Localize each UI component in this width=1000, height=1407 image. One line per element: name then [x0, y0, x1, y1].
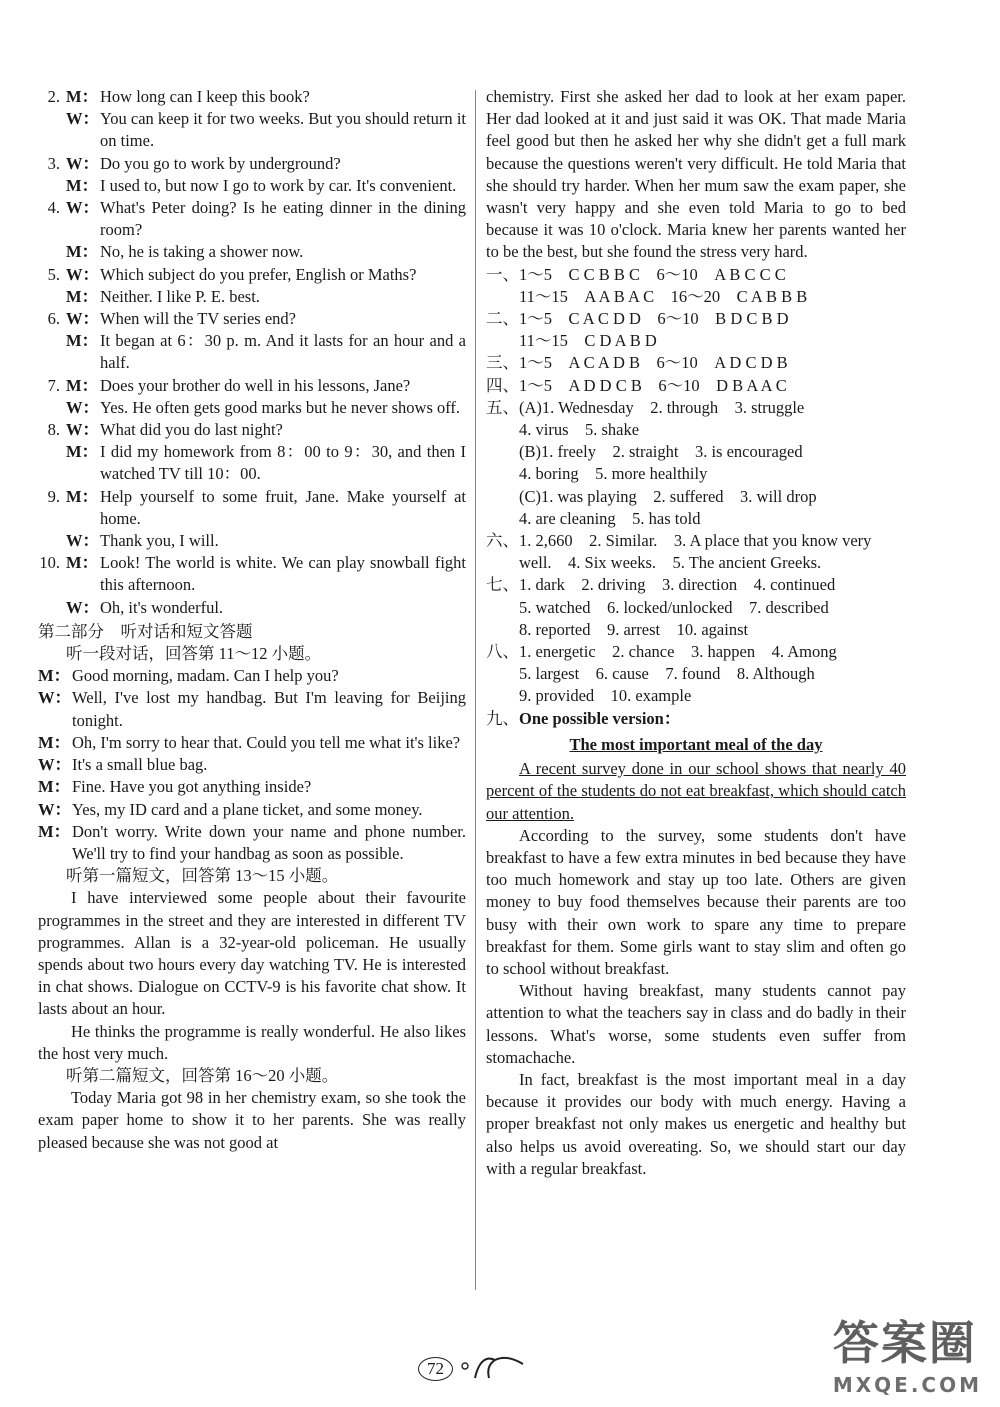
answer-label: 六、 — [486, 531, 519, 551]
speaker: M： — [66, 486, 99, 506]
answer-line: 8. reported 9. arrest 10. against — [519, 619, 749, 639]
right-column — [486, 86, 906, 1180]
item-number: 7. — [47, 375, 60, 395]
answer-lines — [519, 375, 906, 397]
dialogue-line — [38, 665, 466, 687]
essay-para1: A recent survey done in our school shows that nearly 40 percent of the students do not eat breakfast, which should catch our attention. — [486, 759, 906, 823]
dialogue-line — [38, 597, 466, 619]
essay-para3: Without having breakfast, many students cannot pay attention to what the teachers say in class and do badly in their lessons. What's worse, some students even suffer from stomachache. — [486, 981, 906, 1067]
essay-para4: In fact, breakfast is the most important meal in a day because it provides our body with much energy. Having a proper breakfast not only makes us energetic and healthy but also helps us avoid overeating. So, we should start our day with a regular breakfast. — [486, 1069, 906, 1178]
answer-line: 5. watched 6. locked/unlocked 7. described — [519, 597, 829, 617]
line-text: It began at 6：30 p. m. And it lasts for an hour and a half. — [100, 331, 466, 373]
answer-lines — [519, 352, 906, 374]
dialogue-line — [38, 197, 466, 241]
passage1-para1: I have interviewed some people about their favourite programmes in the street and they are interested in different TV programmes. Allan is a 32-year-old policeman. He usually spends about two hours every day watching TV. He is interested in chat shows. Dialogue on CCTV-9 is his favorite chat show. It lasts about an hour. — [38, 888, 466, 1019]
answer-lines — [519, 530, 906, 574]
answer-line: 1～5 A C A D B 6～10 A D C D B — [519, 353, 788, 373]
answer-section — [486, 264, 906, 308]
line-text: I did my homework from 8：00 to 9：30, and then I watched TV till 10：00. — [100, 442, 466, 484]
line-text: Well, I've lost my handbag. But I'm leaving for Beijing tonight. — [72, 688, 466, 730]
answer-lines — [519, 308, 906, 352]
essay-para2: According to the survey, some students don't have breakfast to have a few extra minutes in bed because they have too much homework and stay up too late. Others are given money to buy food themselves because their parents are too busy with their own work to spare any time to prepare breakfast for them. Some girls want to stay slim and often go to school without breakfast. — [486, 825, 906, 978]
part2-title: 第二部分 听对话和短文答题 — [38, 621, 253, 641]
dialogue-line — [38, 486, 466, 530]
speaker: W： — [66, 531, 99, 551]
answer-line: 11～15 C D A B D — [519, 331, 657, 351]
dialogue-line — [38, 419, 466, 441]
answer-lines — [519, 641, 906, 708]
item-number: 6. — [47, 309, 60, 329]
line-text: It's a small blue bag. — [72, 755, 208, 775]
answer-label: 一、 — [486, 264, 519, 284]
answer-label: 二、 — [486, 309, 519, 329]
answer-line: 1～5 C A C D D 6～10 B D C B D — [519, 309, 789, 329]
dialogue-line — [38, 86, 466, 108]
answer-label: 七、 — [486, 575, 519, 595]
dialogue-line — [38, 264, 466, 286]
speaker: W： — [38, 688, 71, 708]
line-text: No, he is taking a shower now. — [100, 242, 304, 262]
answer-section — [486, 530, 906, 574]
speaker: M： — [38, 732, 71, 752]
line-text: Neither. I like P. E. best. — [100, 286, 260, 306]
line-text: Do you go to work by underground? — [100, 153, 341, 173]
answer-line: 1. energetic 2. chance 3. happen 4. Among — [519, 642, 837, 662]
answer-label: 三、 — [486, 353, 519, 373]
answer-lines — [519, 397, 906, 530]
line-text: Yes. He often gets good marks but he never shows off. — [100, 397, 461, 417]
line-text: Look! The world is white. We can play snowball fight this afternoon. — [100, 553, 466, 595]
answer-label: 四、 — [486, 375, 519, 395]
line-text: What's Peter doing? Is he eating dinner in the dining room? — [100, 198, 466, 240]
speaker: W： — [66, 397, 99, 417]
item-number: 2. — [47, 87, 60, 106]
speaker: M： — [38, 666, 71, 686]
answer-key — [486, 264, 906, 708]
dialogue — [38, 665, 466, 865]
answer-lines — [519, 264, 906, 308]
speaker: M： — [66, 242, 99, 262]
answer-line: 4. virus 5. shake — [519, 420, 640, 440]
essay-title: The most important meal of the day — [569, 734, 823, 754]
answer-section — [486, 574, 906, 641]
dialogue-line — [38, 241, 466, 263]
watermark-text: 答案圈 — [832, 1316, 977, 1370]
passage2-left: Today Maria got 98 in her chemistry exam, so she took the exam paper home to show it to her parents. She was really pleased because she was not good at — [38, 1088, 466, 1152]
speaker: M： — [38, 777, 71, 797]
passage1-para2: He thinks the programme is really wonderful. He also likes the host very much. — [38, 1021, 466, 1063]
answer-section — [486, 375, 906, 397]
answer-line: 5. largest 6. cause 7. found 8. Although — [519, 664, 815, 684]
dialogue-line — [38, 530, 466, 552]
dialogue-line — [38, 375, 466, 397]
speaker: W： — [38, 755, 71, 775]
line-text: Oh, it's wonderful. — [100, 597, 224, 617]
answer-line: 1. dark 2. driving 3. direction 4. continued — [519, 575, 836, 595]
answer-line: 11～15 A A B A C 16～20 C A B B B — [519, 286, 808, 306]
page-number: 72 — [418, 1357, 453, 1381]
dialogue-line — [38, 330, 466, 374]
answer-label: 五、 — [486, 397, 519, 417]
speaker: W： — [66, 153, 99, 173]
answer-line: 4. are cleaning 5. has told — [519, 508, 701, 528]
speaker: W： — [66, 597, 99, 617]
line-text: Which subject do you prefer, English or Maths? — [100, 264, 417, 284]
watermark-logo — [833, 1307, 982, 1397]
dialogue-line — [38, 153, 466, 175]
answer-line: (B)1. freely 2. straight 3. is encouraged — [519, 442, 803, 462]
speaker: M： — [66, 375, 99, 395]
dialogue-line — [38, 732, 466, 754]
essay-section — [486, 708, 906, 730]
line-text: Thank you, I will. — [100, 531, 219, 551]
dialogue-line — [38, 286, 466, 308]
dialogue-line — [38, 108, 466, 152]
item-number: 4. — [47, 198, 60, 218]
line-text: Fine. Have you got anything inside? — [72, 777, 312, 797]
answer-line: 1～5 C C B B C 6～10 A B C C C — [519, 264, 786, 284]
q11-12-title: 听一段对话，回答第 11～12 小题。 — [66, 644, 322, 664]
speaker: W： — [66, 264, 99, 284]
speaker: M： — [66, 331, 99, 351]
speaker: W： — [66, 420, 99, 440]
dialogue-line — [38, 799, 466, 821]
dialogue-line — [38, 821, 466, 865]
answer-section — [486, 397, 906, 530]
q16-20-title: 听第二篇短文，回答第 16～20 小题。 — [66, 1065, 339, 1085]
item-number: 8. — [47, 420, 60, 440]
dialogue-line — [38, 754, 466, 776]
left-column — [38, 86, 466, 1154]
item-number: 9. — [47, 486, 60, 506]
q13-15-title: 听第一篇短文，回答第 13～15 小题。 — [66, 866, 339, 886]
answer-section — [486, 308, 906, 352]
speaker: M： — [66, 553, 99, 573]
dialogue-line — [38, 441, 466, 485]
dialogue-line — [38, 308, 466, 330]
answer-line: 4. boring 5. more healthily — [519, 464, 708, 484]
dialogue-line — [38, 397, 466, 419]
dialogue-line — [38, 776, 466, 798]
watermark-url: MXQE.COM — [832, 1373, 982, 1397]
line-text: Oh, I'm sorry to hear that. Could you tell me what it's like? — [72, 732, 461, 752]
answer-line: (C)1. was playing 2. suffered 3. will drop — [519, 486, 817, 506]
passage2-right: chemistry. First she asked her dad to look at her exam paper. Her dad looked at it and just said it was OK. That made Maria feel good but then he asked her why she didn't get a full mark because the questions weren't very difficult. He told Maria that she should try harder. When her mum saw the exam paper, she wasn't very happy and she even told Maria to go to bed because it was 10 o'clock. Maria knew her parents wanted her to be the best, but she found the stress very hard. — [486, 87, 906, 262]
speaker: M： — [66, 175, 99, 195]
answer-line: 1. 2,660 2. Similar. 3. A place that you know very well. 4. Six weeks. 5. The ancient Greeks. — [519, 531, 872, 573]
dialogue-line — [38, 687, 466, 731]
column-divider — [475, 90, 476, 1290]
speaker: W： — [66, 198, 99, 218]
essay-label: 九、 — [486, 708, 519, 728]
item-number: 5. — [47, 264, 60, 284]
speaker: M： — [66, 286, 99, 306]
line-text: Good morning, madam. Can I help you? — [72, 666, 339, 686]
speaker: M： — [66, 442, 99, 462]
answer-line: (A)1. Wednesday 2. through 3. struggle — [519, 397, 805, 417]
answer-label: 八、 — [486, 642, 519, 662]
line-text: When will the TV series end? — [100, 309, 296, 329]
line-text: Yes, my ID card and a plane ticket, and some money. — [72, 799, 423, 819]
speaker: M： — [66, 87, 99, 106]
dialogue-line — [38, 175, 466, 197]
page-footer — [418, 1350, 529, 1387]
line-text: What did you do last night? — [100, 420, 283, 440]
answer-section — [486, 352, 906, 374]
speaker: M： — [38, 821, 71, 841]
answer-lines — [519, 574, 906, 641]
speaker: W： — [38, 799, 71, 819]
item-number: 10. — [39, 553, 60, 573]
answer-line: 9. provided 10. example — [519, 686, 692, 706]
line-text: How long can I keep this book? — [100, 87, 310, 106]
line-text: Don't worry. Write down your name and phone number. We'll try to find your handbag as soon as possible. — [72, 821, 466, 863]
fish-ornament-icon — [459, 1350, 529, 1387]
answer-section — [486, 641, 906, 708]
line-text: You can keep it for two weeks. But you should return it on time. — [100, 109, 466, 151]
line-text: Help yourself to some fruit, Jane. Make yourself at home. — [100, 486, 466, 528]
essay-heading: One possible version： — [519, 708, 681, 728]
answer-line: 1～5 A D D C B 6～10 D B A A C — [519, 375, 787, 395]
speaker: W： — [66, 109, 99, 129]
dialogue-line — [38, 552, 466, 596]
speaker: W： — [66, 309, 99, 329]
line-text: I used to, but now I go to work by car. It's convenient. — [100, 175, 457, 195]
listening-part1-list — [38, 86, 466, 619]
line-text: Does your brother do well in his lessons, Jane? — [100, 375, 411, 395]
item-number: 3. — [47, 153, 60, 173]
